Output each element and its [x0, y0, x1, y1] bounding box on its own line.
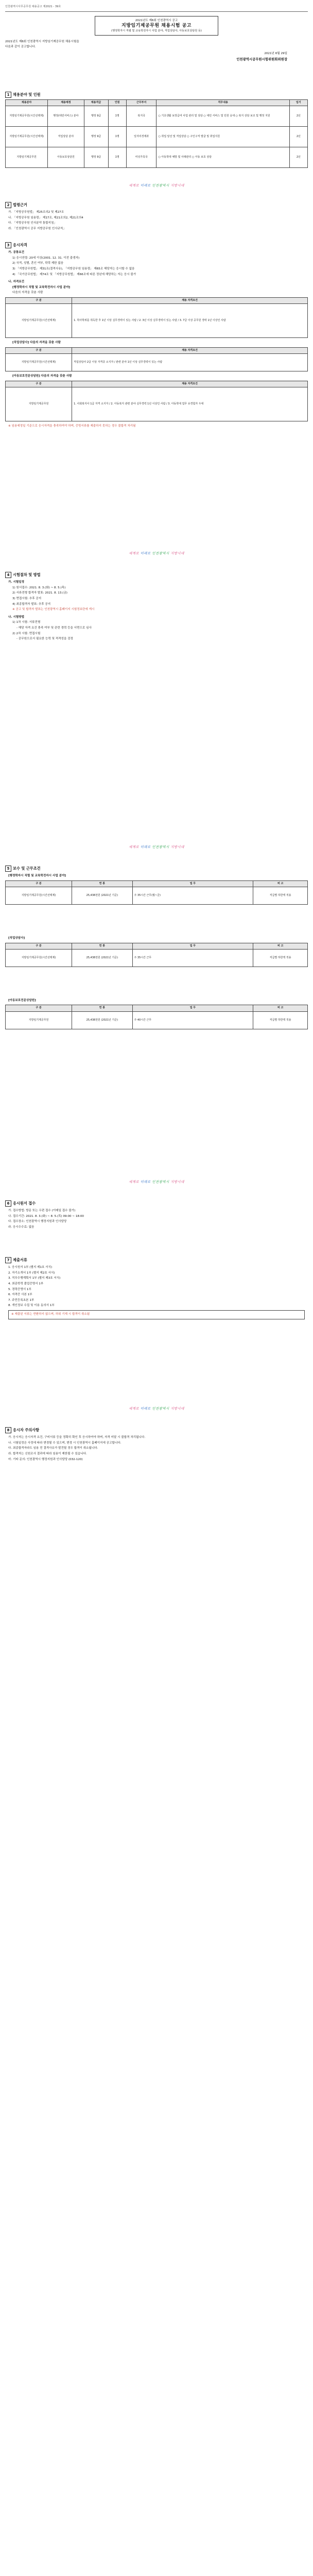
qualification-table-child: 구 분 채용 자격요건 지방임기제공무원 1. 사회복지사 1급 자격 소지자 / 2. 아동복지 관련 분야 실무경력 1년 이상인 사람 / 3. 아동학대 업무 유경험자 우대	[5, 381, 308, 421]
table-row: 지방임기제공무원 1. 사회복지사 1급 자격 소지자 / 2. 아동복지 관련 분야 실무경력 1년 이상인 사람 / 3. 아동학대 업무 유경험자 우대	[6, 387, 308, 421]
section-heading: 5 보수 및 근무조건	[5, 866, 308, 872]
notice-date: 2021년 6월 29일	[264, 52, 287, 56]
table-row: 지방임기제공무원(시간선택제) 직업상담 분야 행정 9급 1명 일자리경제과 ○ 취업 알선 및 직업상담 ○ 구인구직 발굴 및 취업지원 2년	[6, 127, 308, 147]
list-item: 가. 「지방공무원법」 제25조의2 및 제27조	[8, 211, 64, 214]
positions-table: 채용분야 채용예정 채용직급 인원 근무부서 직무내용 임기 지방임기제공무원(시간선택제) 행정(대민서비스) 분야 행정 9급 1명 복지국 ○ 기초생활 보장급여 사업 관리 및 상담 ○ 대민 서비스 및 민원 응대 ○ 복지 상담 보조 및 행정 지원 2년 지방임기제공무원(시간선택제) 직업상담 분야 행정 9급 1명 일자리경제과 ○ 취업 알선 및 직업상담 ○ 구인구직 발굴 및 취업지원 2년 지방임기제공무원 아동보호상담원 행정 9급 1명 여성가족국 ○ 아동학대 예방 및 사례관리 ○ 아동 보호 상담 2년	[5, 99, 308, 168]
section-positions	[5, 92, 308, 170]
list-item: 3. 직무수행계획서 1부 (별지 제3호 서식)	[8, 1277, 61, 1280]
list-item: 2) 국적, 성별, 혼인 여부, 학력 제한 없음	[12, 262, 64, 265]
section-documents	[5, 1257, 308, 1321]
list-item: 6. 자격증 사본 1부	[8, 1293, 32, 1297]
list-item: 5. 경력증명서 1부	[8, 1287, 31, 1291]
footer-logo: 세계로 미래로 인천광역시 지방시대	[129, 1406, 184, 1411]
section-compensation: 5 보수 및 근무조건 [행정학자시 직렬 및 교육학전자시 사업 분야] 구 분 연 봉 업 무 비 고 지방임기제공무원(시간선택제) 25,438천원 (2021년 기준) 주 35시간 근무(월~금) 직급별 하한액 적용 [직업상담사] 구 분 연 봉 업 무 비 고 지방임기제공무원(시간선택제) 25,438천원 (2021년 기준) 주 35시간 근무 직급별 하한액 적용 [아동보호전문상담원] 구 분 연 봉 업 무 비 고 지방임기제공무원 25,438천원 (2021년 기준) 주 40시간 근무 직급별 하한액 적용	[5, 866, 308, 1031]
list-item: 라. 합격자는 신원조사 결과에 따라 임용이 제한될 수 있습니다.	[8, 1452, 87, 1455]
section-heading: 4 시험절차 및 방법	[5, 572, 308, 578]
footer-logo: 세계로 미래로 인천광역시 지방시대	[129, 1180, 184, 1184]
list-item: - 공무원으로서 필요한 능력 및 적격성을 검정	[16, 637, 73, 641]
list-item: 다. 접수장소: 인천광역시 행정지원과 인사담당	[8, 1220, 67, 1224]
section-heading: 1 채용분야 및 인원	[5, 92, 308, 98]
table-row: 지방임기제공무원 25,438천원 (2021년 기준) 주 40시간 근무 직급별 하한액 적용	[6, 1011, 308, 1029]
list-item: 나. 「지방공무원 임용령」 제17조, 제21조의2, 제21조의4	[8, 216, 83, 219]
list-item: 7. 주민등록초본 1부	[8, 1298, 34, 1302]
list-item: 4. 최종학력 졸업증명서 1부	[8, 1282, 44, 1285]
qualification-note: ※ 임용예정일 기준으로 응시자격을 충족하여야 하며, 증빙서류를 제출하지 못하는 경우 불합격 처리됨	[8, 425, 136, 428]
issuer: 인천광역시공무원시험위원회위원장	[236, 57, 287, 61]
list-item: 나. 시험일정은 사정에 따라 변경될 수 있으며, 변경 시 인천광역시 홈페이지에 공고합니다.	[8, 1441, 121, 1445]
list-item: 1. 응시원서 1부 (별지 제1호 서식)	[8, 1266, 53, 1269]
salary-table-child: 구 분 연 봉 업 무 비 고 지방임기제공무원 25,438천원 (2021년 기준) 주 40시간 근무 직급별 하한액 적용	[5, 1005, 308, 1029]
section-application	[5, 1200, 308, 1230]
list-item: 마. 기타 문의: 인천광역시 행정지원과 인사담당 (032-120)	[8, 1458, 83, 1461]
section-heading: 7 제출서류	[5, 1257, 308, 1263]
signature-block	[5, 52, 308, 62]
list-item: 2. 자기소개서 1부 (별지 제2호 서식)	[8, 1271, 55, 1275]
page-subtitle: (행정학자시 직렬 및 교육학전자시 사업 분야, 직업상담사, 아동보호상담원 등)	[111, 29, 202, 32]
documents-note: ※ 제출된 서류는 반환하지 않으며, 허위 기재 시 합격이 취소됨	[8, 1310, 305, 1319]
footer-logo: 세계로 미래로 인천광역시 지방시대	[129, 183, 184, 188]
table-row: 지방임기제공무원(시간선택제) 1. 학사학위를 취득한 후 1년 이상 실무경력이 있는 사람 / 2. 3년 이상 실무경력이 있는 사람 / 3. 7급 이상 공무원 경력 1년 이상인 사람	[6, 304, 308, 338]
list-item: 다. 「지방공무원 인사분야 통합지침」	[8, 222, 57, 225]
section-heading: 6 응시원서 접수	[5, 1200, 308, 1207]
list-item: 라. 「인천광역시 공무 지방공무원 인사규칙」	[8, 227, 66, 230]
section-heading: 2 법령근거	[5, 202, 308, 208]
list-item: 1) 원서접수: 2021. 8. 3.(화) ~ 8. 5.(목)	[12, 586, 66, 589]
document-header: 인천광역시사무공무원 채용공고 제2021 - 39호	[5, 5, 61, 8]
section-notes	[5, 1427, 308, 1462]
list-item: 4) 최종합격자 발표: 추후 공지	[12, 602, 51, 606]
list-item: 가. 응시자는 응시자격 요건, 구비서류 등을 정확히 확인 후 응시하여야 하며, 자격 미달 시 불합격 처리됩니다.	[8, 1436, 146, 1439]
list-item: 2) 서류전형 합격자 발표: 2021. 8. 13.(금)	[12, 591, 67, 595]
list-item: 다. 최종합격자라도 임용 전 결격사유가 발견될 경우 합격이 취소됩니다.	[8, 1447, 98, 1450]
page-title: 지방임기제공무원 채용시험 공고	[121, 23, 192, 28]
list-item: 3) 면접시험: 추후 공지	[12, 597, 42, 600]
list-item: 8. 개인정보 수집 및 이용 동의서 1부	[8, 1304, 55, 1308]
footer-logo: 세계로 미래로 인천광역시 지방시대	[129, 845, 184, 849]
list-item: - 해당 자격 요건 충족 여부 및 관련 경력 등을 서면으로 심사	[16, 626, 92, 630]
section-qualifications: 3 응시자격 가. 공통요건 1) 응시연령: 20세 이상(2001. 12. 31. 이전 출생자) 2) 국적, 성별, 혼인 여부, 학력 제한 없음 3) 「지방공무원법」 제31조(결격사유), 「지방공무원 임용령」 제65조 해당자는 응시할 수 없음 4) 「국가공무원법」 제74조 및 「지방공무원법」 제66조에 따른 정년에 해당하는 자는 응시 불가 나. 자격요건 [행정학자시 직렬 및 교육학전자시 사업 분야] 다음의 자격을 갖춘 사람 구 분 채용 자격요건 지방임기제공무원(시간선택제) 1. 학사학위를 취득한 후 1년 이상 실무경력이 있는 사람 / 2. 3년 이상 실무경력이 있는 사람 / 3. 7급 이상 공무원 경력 1년 이상인 사람 [직업상담사] 다음의 자격을 갖춘 사람 구 분 채용 자격요건 지방임기제공무원(시간선택제) 직업상담사 2급 이상 자격증 소지자 / 관련 분야 1년 이상 실무경력이 있는 사람 [아동보호전문상담원] 다음의 자격을 갖춘 사람 구 분 채용 자격요건 지방임기제공무원 1. 사회복지사 1급 자격 소지자 / 2. 아동복지 관련 분야 실무경력 1년 이상인 사람 / 3. 아동학대 업무 유경험자 우대 ※ 임용예정일 기준으로 응시자격을 충족하여야 하며, 증빙서류를 제출하지 못하는 경우 불합격 처리됨	[5, 242, 308, 429]
salary-table-admin: 구 분 연 봉 업 무 비 고 지방임기제공무원(시간선택제) 25,438천원 (2021년 기준) 주 35시간 근무(월~금) 직급별 하한액 적용	[5, 880, 308, 905]
section-heading: 3 응시자격	[5, 242, 308, 248]
salary-table-counselor: 구 분 연 봉 업 무 비 고 지방임기제공무원(시간선택제) 25,438천원 (2021년 기준) 주 35시간 근무 직급별 하한액 적용	[5, 943, 308, 967]
section-legal-basis	[5, 202, 308, 232]
list-item: 4) 「국가공무원법」 제74조 및 「지방공무원법」 제66조에 따른 정년에 해당하는 자는 응시 불가	[12, 273, 136, 276]
list-item: 2) 2차 시험: 면접시험	[12, 632, 41, 635]
intro-text: 2021년도 제6회 인천광역시 지방임기제공무원 채용시험을 다음과 같이 공고합니다.	[5, 40, 79, 48]
list-item: 3) 「지방공무원법」 제31조(결격사유), 「지방공무원 임용령」 제65조 해당자는 응시할 수 없음	[12, 267, 135, 270]
list-item: 나. 접수기간: 2021. 8. 3.(화) ~ 8. 5.(목) 09:00 ~ 18:00	[8, 1214, 84, 1218]
list-item: 1) 응시연령: 20세 이상(2001. 12. 31. 이전 출생자)	[12, 256, 80, 260]
notice-number: 2021년도 제6회 인천광역시 공고	[135, 19, 178, 22]
table-row: 지방임기제공무원 아동보호상담원 행정 9급 1명 여성가족국 ○ 아동학대 예방 및 사례관리 ○ 아동 보호 상담 2년	[6, 147, 308, 168]
list-item: 라. 응시수수료: 없음	[8, 1225, 34, 1229]
header-rule	[5, 11, 308, 12]
table-row: 지방임기제공무원(시간선택제) 25,438천원 (2021년 기준) 주 35시간 근무 직급별 하한액 적용	[6, 949, 308, 967]
section-procedure: 4 시험절차 및 방법 가. 시험일정 1) 원서접수: 2021. 8. 3.(화) ~ 8. 5.(목) 2) 서류전형 합격자 발표: 2021. 8. 13.(금) 3) 면접시험: 추후 공지 4) 최종합격자 발표: 추후 공지 ※ 공고 및 합격자 발표는 인천광역시 홈페이지 시험정보란에 게시 나. 시험방법 1) 1차 시험: 서류전형 - 해당 자격 요건 충족 여부 및 관련 경력 등을 서면으로 심사 2) 2차 시험: 면접시험 - 공무원으로서 필요한 능력 및 적격성을 검정	[5, 572, 308, 642]
list-item: 1) 1차 시험: 서류전형	[12, 621, 41, 624]
footer-logo: 세계로 미래로 인천광역시 지방시대	[129, 551, 184, 555]
title-box	[95, 16, 218, 36]
qualification-table-admin: 구 분 채용 자격요건 지방임기제공무원(시간선택제) 1. 학사학위를 취득한 후 1년 이상 실무경력이 있는 사람 / 2. 3년 이상 실무경력이 있는 사람 / 3. 7급 이상 공무원 경력 1년 이상인 사람	[5, 297, 308, 338]
table-row: 지방임기제공무원(시간선택제) 행정(대민서비스) 분야 행정 9급 1명 복지국 ○ 기초생활 보장급여 사업 관리 및 상담 ○ 대민 서비스 및 민원 응대 ○ 복지 상담 보조 및 행정 지원 2년	[6, 106, 308, 127]
table-row: 지방임기제공무원(시간선택제) 25,438천원 (2021년 기준) 주 35시간 근무(월~금) 직급별 하한액 적용	[6, 887, 308, 904]
qualification-table-counselor: 구 분 채용 자격요건 지방임기제공무원(시간선택제) 직업상담사 2급 이상 자격증 소지자 / 관련 분야 1년 이상 실무경력이 있는 사람	[5, 347, 308, 371]
section-heading: 8 응시자 주의사항	[5, 1427, 308, 1433]
list-item: 가. 접수방법: 방문 또는 우편 접수 (이메일 접수 불가)	[8, 1209, 76, 1212]
table-row: 지방임기제공무원(시간선택제) 직업상담사 2급 이상 자격증 소지자 / 관련 분야 1년 이상 실무경력이 있는 사람	[6, 354, 308, 371]
